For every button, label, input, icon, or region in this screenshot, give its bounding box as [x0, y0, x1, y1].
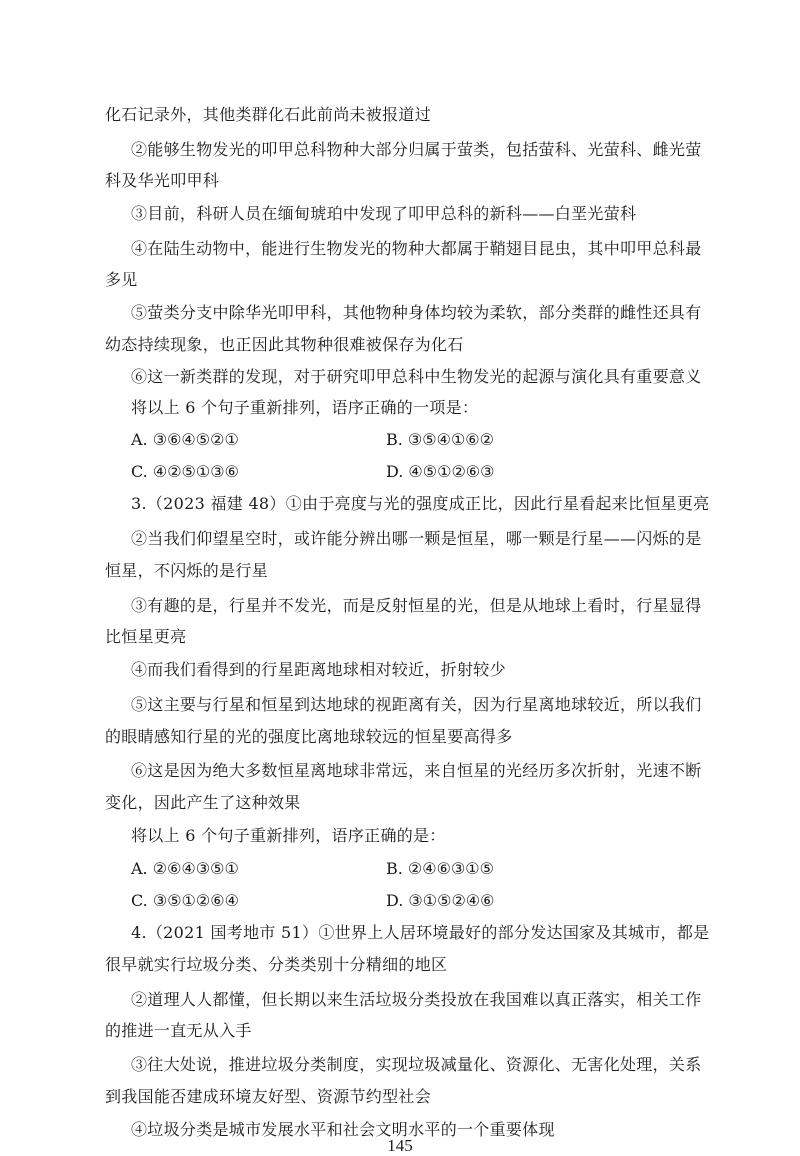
- q3-sentence-5: ⑤这主要与行星和恒星到达地球的视距离有关，因为行星离地球较近，所以我们: [131, 695, 702, 714]
- q4-sentence-3: ③往大处说，推进垃圾分类制度，实现垃圾减量化、资源化、无害化处理，关系: [131, 1055, 702, 1074]
- q3-sentence-6: ⑥这是因为绝大多数恒星离地球非常远，来自恒星的光经历多次折射，光速不断: [131, 761, 702, 780]
- q3-sentence-4: ④而我们看得到的行星距离地球相对较近，折射较少: [131, 660, 506, 679]
- q2-sentence-4: ④在陆生动物中，能进行生物发光的物种大都属于鞘翅目昆虫，其中叩甲总科最: [131, 239, 702, 258]
- q3-sentence-3: ③有趣的是，行星并不发光，而是反射恒星的光，但是从地球上看时，行星显得: [131, 596, 702, 615]
- q3-sentence-2-cont: 恒星，不闪烁的是行星: [105, 561, 269, 580]
- q2-sentence-5-cont: 幼态持续现象，也正因此其物种很难被保存为化石: [105, 335, 464, 354]
- q2-option-b[interactable]: B. ③⑤④①⑥②: [386, 430, 494, 449]
- q2-sentence-6: ⑥这一新类群的发现，对于研究叩甲总科中生物发光的起源与演化具有重要意义: [131, 367, 702, 386]
- q3-sentence-5-cont: 的眼睛感知行星的光的强度比离地球较远的恒星要高得多: [105, 727, 513, 746]
- q3-instruction: 将以上 6 个句子重新排列，语序正确的是：: [131, 826, 446, 845]
- q4-sentence-2: ②道理人人都懂，但长期以来生活垃圾分类投放在我国难以真正落实，相关工作: [131, 990, 702, 1009]
- q4-sentence-2-cont: 的推进一直无从入手: [105, 1021, 252, 1040]
- q4-header: 4.（2021 国考地市 51）①世界上人居环境最好的部分发达国家及其城市，都是: [131, 923, 710, 942]
- q3-header: 3.（2023 福建 48）①由于亮度与光的强度成正比，因此行星看起来比恒星更亮: [131, 494, 710, 513]
- q2-line-1: 化石记录外，其他类群化石此前尚未被报道过: [105, 105, 432, 124]
- q3-sentence-6-cont: 变化，因此产生了这种效果: [105, 793, 301, 812]
- q4-sentence-3-cont: 到我国能否建成环境友好型、资源节约型社会: [105, 1087, 432, 1106]
- q4-sentence-1-cont: 很早就实行垃圾分类、分类类别十分精细的地区: [105, 955, 448, 974]
- q2-sentence-3: ③目前，科研人员在缅甸琥珀中发现了叩甲总科的新科——白垩光萤科: [131, 204, 637, 223]
- q2-sentence-5: ⑤萤类分支中除华光叩甲科，其他物种身体均较为柔软，部分类群的雌性还具有: [131, 303, 702, 322]
- q2-sentence-2: ②能够生物发光的叩甲总科物种大部分归属于萤类，包括萤科、光萤科、雌光萤: [131, 140, 702, 159]
- q3-option-b[interactable]: B. ②④⑥③①⑤: [386, 859, 494, 878]
- q3-option-a[interactable]: A. ②⑥④③⑤①: [131, 859, 239, 878]
- page-number: 145: [387, 1136, 413, 1155]
- q2-option-c[interactable]: C. ④②⑤①③⑥: [131, 462, 239, 481]
- q4-sentence-4: ④垃圾分类是城市发展水平和社会文明水平的一个重要体现: [131, 1120, 555, 1139]
- q2-option-d[interactable]: D. ④⑤①②⑥③: [386, 462, 495, 481]
- q3-sentence-2: ②当我们仰望星空时，或许能分辨出哪一颗是恒星，哪一颗是行星——闪烁的是: [131, 529, 702, 548]
- q2-sentence-2-cont: 科及华光叩甲科: [105, 171, 220, 190]
- q3-option-d[interactable]: D. ③①⑤②④⑥: [386, 891, 495, 910]
- q2-instruction: 将以上 6 个句子重新排列，语序正确的一项是：: [131, 398, 479, 417]
- q3-option-c[interactable]: C. ③⑤①②⑥④: [131, 891, 239, 910]
- q2-option-a[interactable]: A. ③⑥④⑤②①: [131, 430, 239, 449]
- q3-sentence-3-cont: 比恒星更亮: [105, 627, 187, 646]
- q2-sentence-4-cont: 多见: [105, 270, 138, 289]
